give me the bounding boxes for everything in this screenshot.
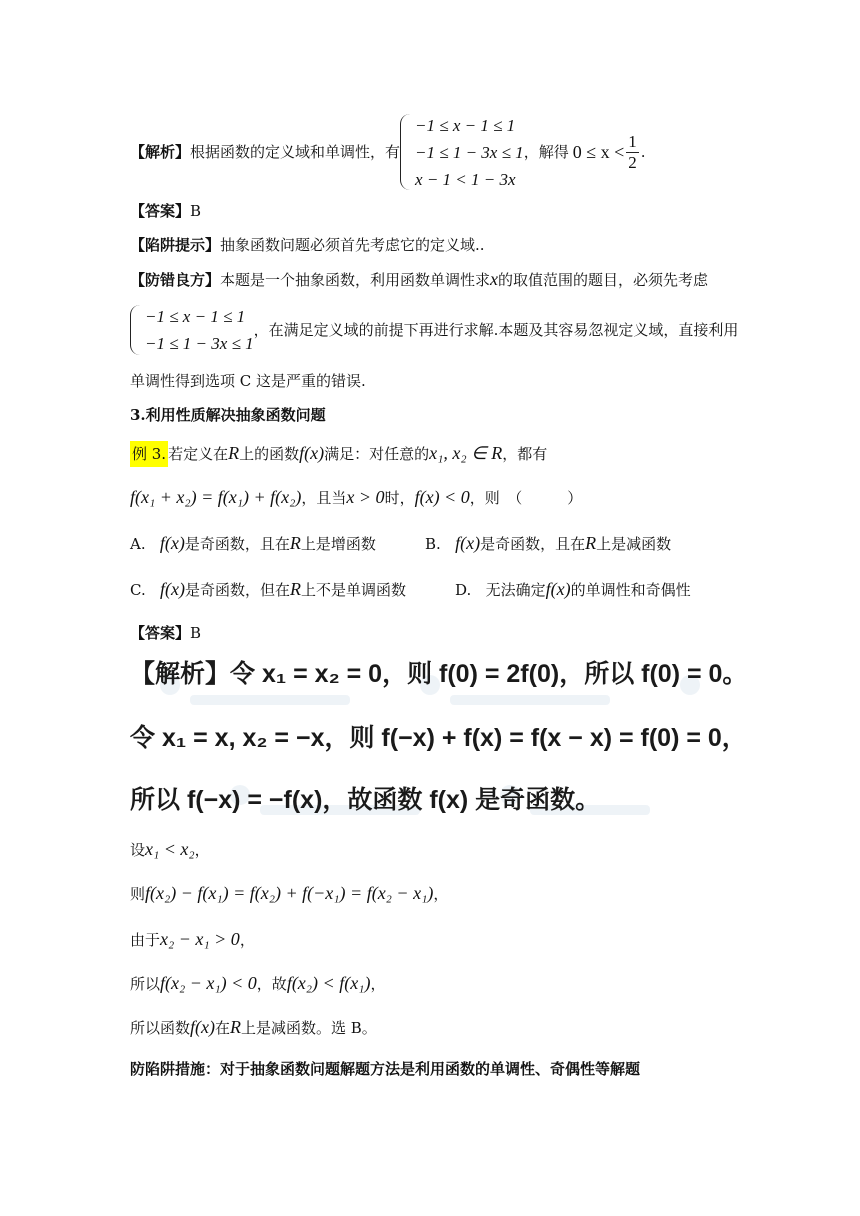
fix-text-line — [130, 370, 366, 392]
example-text: ，则 （ ） — [469, 489, 583, 507]
set-R: R — [228, 443, 240, 463]
section-title: 3.利用性质解决抽象函数问题 — [130, 406, 326, 424]
x1-x2-in-R: x₁, x₂ ∈ R — [429, 443, 503, 463]
fix-text-2: 的取值范围的题目，必须先考虑 — [498, 271, 709, 289]
option-D-text: 无法确定 — [485, 581, 546, 599]
option-D-text: 的单调性和奇偶性 — [570, 581, 691, 599]
function-fx: f(x) — [455, 533, 481, 553]
set-R: R — [585, 533, 597, 553]
analysis-2-line-3: 所以 f(−x) = −f(x)，故函数 f(x) 是奇函数。 — [130, 786, 601, 814]
option-B — [425, 532, 671, 555]
proof-text: ， — [194, 841, 210, 859]
condition-fx: f(x) < 0 — [414, 487, 470, 507]
option-A-text: 上是增函数 — [300, 535, 376, 553]
functional-equation: f(x₁ + x₂) = f(x₁) + f(x₂) — [130, 487, 302, 507]
proof-math: x₂ − x₁ > 0 — [160, 929, 240, 949]
fix-text-3: ，在满足定义域的前提下再进行求解.本题及其容易忽视定义域，直接利用 — [253, 321, 739, 339]
proof-text: ， — [239, 931, 255, 949]
trap-hint — [130, 234, 485, 256]
proof-text: 所以函数 — [130, 1019, 191, 1037]
answer-value: B — [190, 202, 202, 220]
condition-x: x > 0 — [346, 487, 385, 507]
fix-system-line — [130, 302, 738, 358]
system-row: −1 ≤ 1 − 3x ≤ 1 — [145, 334, 254, 353]
proof-math: f(x₂) − f(x₁) = f(x₂) + f(−x₁) = f(x₂ − x₁) — [145, 883, 434, 903]
option-C-text: 是奇函数，但在 — [185, 581, 291, 599]
system-brace — [400, 114, 411, 190]
proof-step-4 — [130, 972, 385, 995]
example-text: 时， — [384, 489, 415, 507]
answer-1 — [130, 200, 201, 222]
trap-measure: 防陷阱措施：对于抽象函数问题解题方法是利用函数的单调性、奇偶性等解题 — [130, 1060, 641, 1078]
option-B-text: 上是减函数 — [596, 535, 672, 553]
proof-text: 设 — [130, 841, 146, 859]
function-fx: f(x) — [159, 533, 185, 553]
example-text: 若定义在 — [168, 445, 229, 463]
function-fx: f(x) — [545, 579, 571, 599]
proof-math: R — [230, 1017, 242, 1037]
proof-step-3 — [130, 928, 255, 951]
example-text: 满足：对任意的 — [324, 445, 430, 463]
proof-text: ，故 — [256, 975, 287, 993]
option-C-label: C. — [130, 581, 146, 599]
proof-text: 由于 — [130, 931, 161, 949]
example-text: ，且当 — [301, 489, 347, 507]
proof-math: f(x₂ − x₁) < 0 — [160, 973, 257, 993]
inequality-system — [145, 303, 254, 357]
option-row-AB — [130, 532, 376, 555]
analysis-2-line-1: 【解析】令 x₁ = x₂ = 0，则 f(0) = 2f(0)，所以 f(0) = 0。 — [130, 660, 748, 688]
proof-text: ， — [370, 975, 386, 993]
proof-step-1 — [130, 838, 210, 861]
trap-label: 【陷阱提示】 — [130, 236, 221, 254]
analysis-text: 根据函数的定义域和单调性，有 — [190, 143, 401, 161]
fix-var: x — [490, 269, 499, 289]
analysis-1 — [130, 112, 646, 192]
system-row: −1 ≤ 1 − 3x ≤ 1 — [415, 142, 524, 162]
proof-text: 所以 — [130, 975, 161, 993]
fraction — [626, 132, 639, 173]
option-A-label: A. — [130, 535, 146, 553]
function-fx: f(x) — [299, 443, 325, 463]
option-D — [455, 578, 691, 601]
answer-value: B — [190, 624, 202, 642]
example-text: ，都有 — [502, 445, 548, 463]
proof-text: 上是减函数。选 B。 — [241, 1019, 377, 1037]
fix-text-1: 本题是一个抽象函数，利用函数单调性求 — [220, 271, 491, 289]
answer-label: 【答案】 — [130, 202, 191, 220]
example-line-1 — [130, 442, 547, 465]
proof-step-5 — [130, 1016, 377, 1039]
solve-text: ，解得 — [523, 143, 569, 161]
proof-text: ， — [433, 885, 449, 903]
proof-math: x₁ < x₂ — [145, 839, 195, 859]
proof-math: f(x) — [190, 1017, 215, 1037]
fraction-numerator: 1 — [628, 131, 637, 151]
set-R: R — [290, 579, 302, 599]
fix-advice — [130, 268, 708, 291]
fix-label: 【防错良方】 — [130, 271, 221, 289]
system-row: −1 ≤ x − 1 ≤ 1 — [415, 115, 516, 135]
option-D-label: D. — [455, 581, 472, 599]
fraction-denominator: 2 — [628, 152, 637, 172]
set-R: R — [289, 533, 301, 553]
analysis-label: 【解析】 — [130, 143, 191, 161]
proof-text: 在 — [215, 1019, 231, 1037]
inequality-system — [415, 112, 524, 193]
example-tag: 例 3. — [130, 441, 168, 467]
option-B-text: 是奇函数，且在 — [480, 535, 586, 553]
proof-math: f(x₂) < f(x₁) — [286, 973, 371, 993]
system-row: −1 ≤ x − 1 ≤ 1 — [145, 307, 246, 326]
solve-result: 0 ≤ x < — [572, 142, 625, 162]
function-fx: f(x) — [160, 579, 186, 599]
system-brace — [130, 305, 141, 355]
option-B-label: B. — [425, 535, 441, 553]
option-C — [130, 578, 406, 601]
answer-label: 【答案】 — [130, 624, 191, 642]
system-row: x − 1 < 1 − 3x — [415, 169, 516, 189]
answer-2 — [130, 622, 201, 644]
trap-text: 抽象函数问题必须首先考虑它的定义域.. — [220, 236, 485, 254]
proof-step-2 — [130, 882, 448, 905]
proof-text: 则 — [130, 885, 146, 903]
fix-text-4: 单调性得到选项 C 这是严重的错误. — [130, 372, 366, 390]
option-A-text: 是奇函数，且在 — [184, 535, 290, 553]
example-line-2 — [130, 486, 582, 509]
option-C-text: 上不是单调函数 — [301, 581, 407, 599]
example-text: 上的函数 — [239, 445, 300, 463]
analysis-2-line-2: 令 x₁ = x, x₂ = −x，则 f(−x) + f(x) = f(x − x) = f(0) = 0， — [130, 724, 747, 752]
end-period: . — [640, 143, 646, 161]
